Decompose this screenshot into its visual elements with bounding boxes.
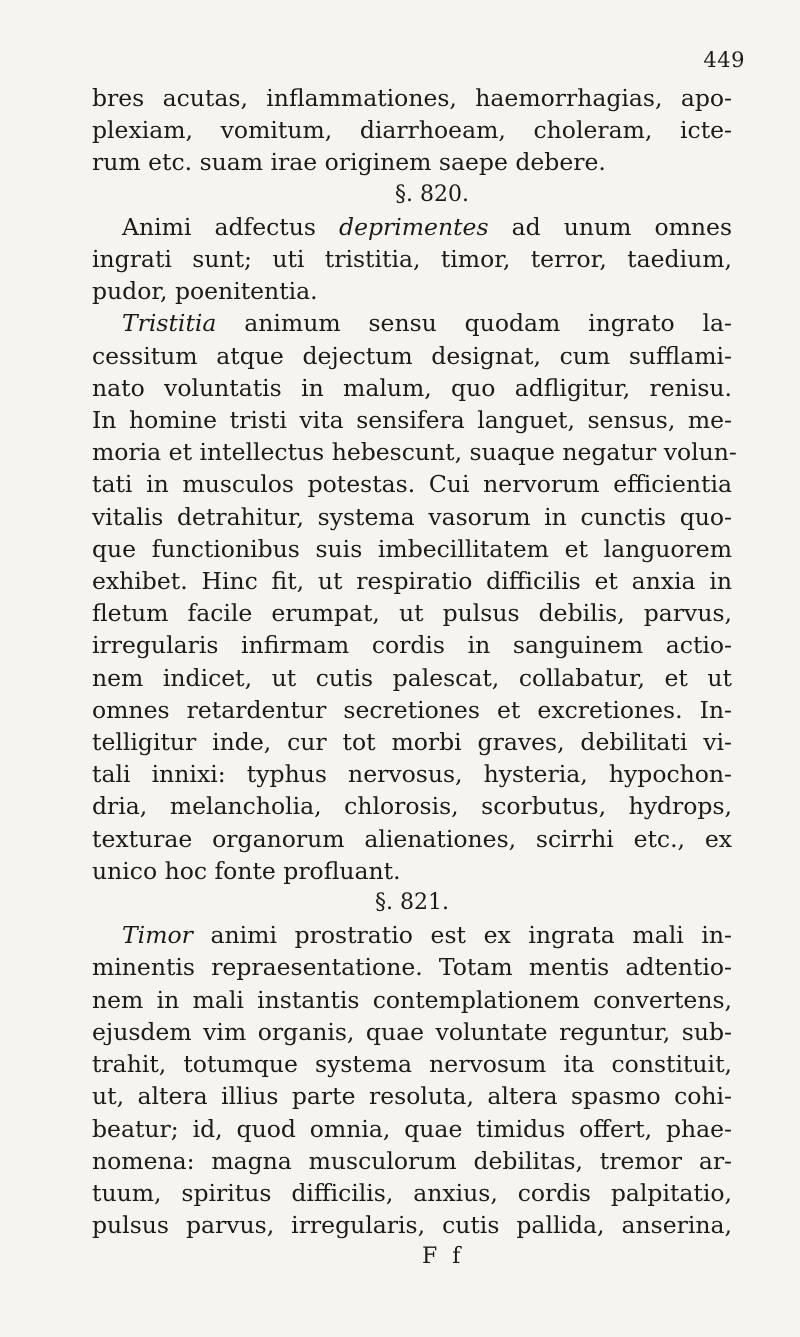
- text-line: moria et intellectus hebescunt, suaque negatur volun-: [92, 438, 737, 467]
- term-deprimentes: deprimentes: [339, 212, 489, 241]
- text-fragment: animum sensu quodam ingrato la-: [216, 309, 732, 338]
- section-heading-821: §. 821.: [375, 890, 449, 916]
- text-line: minentis repraesentatione. Totam mentis adtentio-: [92, 953, 732, 982]
- text-line: pulsus parvus, irregularis, cutis pallida, anserina,: [92, 1211, 732, 1240]
- text-line: tati in musculos potestas. Cui nervorum efficientia: [92, 470, 732, 499]
- text-line: que functionibus suis imbecillitatem et languorem: [92, 534, 732, 563]
- text-fragment: animi prostratio est ex ingrata mali in-: [192, 921, 732, 950]
- text-line: rum etc. suam irae originem saepe debere.: [92, 148, 606, 177]
- text-fragment: ad unum omnes: [488, 212, 733, 241]
- text-line: bres acutas, inflammationes, haemorrhagias, apo-: [92, 84, 732, 112]
- text-line: unico hoc fonte profluant.: [92, 856, 401, 885]
- term-tristitia: Tristitia: [122, 309, 217, 338]
- text-line: [92, 211, 732, 243]
- text-line: [92, 307, 732, 339]
- text-line: irregularis infirmam cordis in sanguinem actio-: [92, 631, 732, 660]
- text-line: ejusdem vim organis, quae voluntate reguntur, sub-: [92, 1017, 732, 1046]
- text-line: tuum, spiritus difficilis, anxius, cordis palpitatio,: [92, 1178, 732, 1207]
- text-line: In homine tristi vita sensifera languet, sensus, me-: [92, 406, 732, 435]
- section-heading-820: §. 820.: [395, 181, 469, 207]
- text-line: [92, 919, 732, 951]
- text-line: nomena: magna musculorum debilitas, tremor ar-: [92, 1146, 732, 1175]
- text-line: tali innixi: typhus nervosus, hysteria, hypochon-: [92, 760, 732, 789]
- text-line: nem indicet, ut cutis palescat, collabatur, et ut: [92, 663, 732, 692]
- signature-mark: F f: [422, 1244, 465, 1270]
- page-number: 449: [703, 48, 745, 72]
- text-line: ut, altera illius parte resoluta, altera spasmo cohi-: [92, 1082, 732, 1111]
- text-line: texturae organorum alienationes, scirrhi etc., ex: [92, 824, 732, 853]
- text-line: dria, melancholia, chlorosis, scorbutus, hydrops,: [92, 792, 732, 821]
- text-line: telligitur inde, cur tot morbi graves, debilitati vi-: [92, 728, 732, 757]
- text-fragment: Animi adfectus: [122, 212, 340, 241]
- text-line: fletum facile erumpat, ut pulsus debilis, parvus,: [92, 599, 732, 628]
- text-line: trahit, totumque systema nervosum ita constituit,: [92, 1050, 732, 1079]
- text-line: cessitum atque dejectum designat, cum sufflami-: [92, 341, 732, 370]
- text-line: exhibet. Hinc fit, ut respiratio difficilis et anxia in: [92, 567, 732, 596]
- text-line: pudor, poenitentia.: [92, 277, 318, 306]
- text-line: beatur; id, quod omnia, quae timidus offert, phae-: [92, 1114, 732, 1143]
- text-line: nem in mali instantis contemplationem convertens,: [92, 985, 732, 1014]
- text-line: omnes retardentur secretiones et excretiones. In-: [92, 695, 732, 724]
- text-line: nato voluntatis in malum, quo adfligitur, renisu.: [92, 373, 732, 402]
- term-timor: Timor: [122, 921, 193, 950]
- text-line: ingrati sunt; uti tristitia, timor, terror, taedium,: [92, 245, 732, 274]
- text-line: plexiam, vomitum, diarrhoeam, choleram, icte-: [92, 116, 732, 145]
- body-text: [92, 82, 737, 1274]
- text-line: vitalis detrahitur, systema vasorum in cunctis quo-: [92, 502, 732, 531]
